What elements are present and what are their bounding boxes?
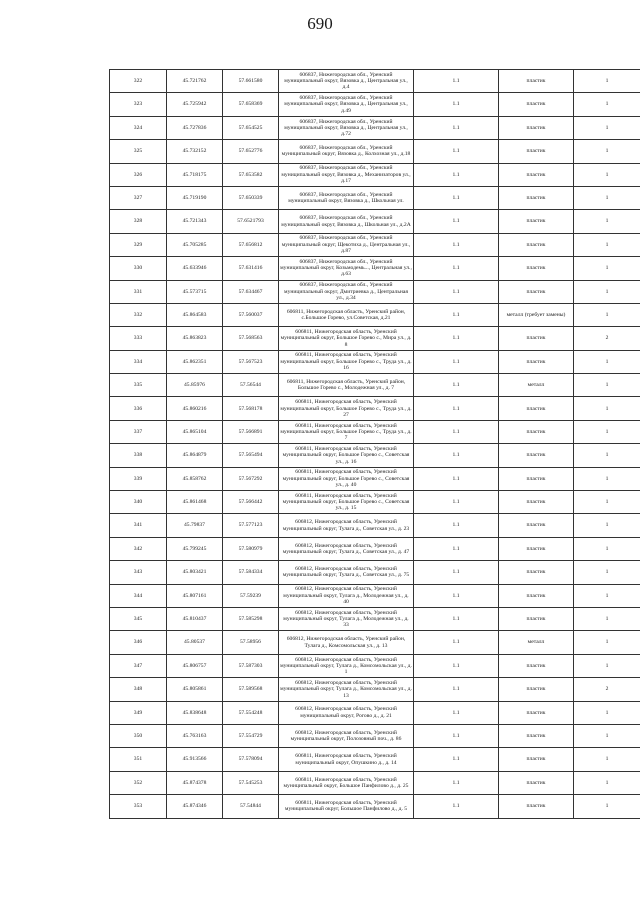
- longitude-cell: 57.580979: [223, 537, 279, 560]
- row-number-cell: 336: [110, 397, 167, 420]
- longitude-cell: 57.658369: [223, 93, 279, 116]
- table-row: [110, 514, 640, 537]
- table-row: [110, 327, 640, 350]
- address-cell: 606812, Нижегородская область, Уренский муниципальный округ, Рогово д., д. 21: [279, 701, 414, 724]
- area-cell: 1.1: [414, 350, 499, 373]
- latitude-cell: 45.721762: [167, 70, 223, 93]
- count-cell: 1: [574, 303, 640, 326]
- row-number-cell: 347: [110, 654, 167, 677]
- table-row: [110, 467, 640, 490]
- count-cell: 1: [574, 116, 640, 139]
- longitude-cell: 57.568563: [223, 327, 279, 350]
- material-cell: пластик: [499, 327, 574, 350]
- area-cell: 1.1: [414, 795, 499, 818]
- longitude-cell: 57.567523: [223, 350, 279, 373]
- longitude-cell: 57.560037: [223, 303, 279, 326]
- table-row: [110, 584, 640, 607]
- area-cell: 1.1: [414, 537, 499, 560]
- area-cell: 1.1: [414, 724, 499, 747]
- table-row: [110, 280, 640, 303]
- longitude-cell: 57.587303: [223, 654, 279, 677]
- count-cell: 1: [574, 93, 640, 116]
- material-cell: пластик: [499, 140, 574, 163]
- row-number-cell: 333: [110, 327, 167, 350]
- longitude-cell: 57.654525: [223, 116, 279, 139]
- table-row: [110, 724, 640, 747]
- table-row: [110, 654, 640, 677]
- table-row: [110, 163, 640, 186]
- table-row: [110, 491, 640, 514]
- longitude-cell: 57.656812: [223, 233, 279, 256]
- address-cell: 606811, Нижегородская область, Уренский район, Большое Горево с., Молодежная ул., д. 7: [279, 374, 414, 397]
- count-cell: 1: [574, 724, 640, 747]
- row-number-cell: 344: [110, 584, 167, 607]
- area-cell: 1.1: [414, 233, 499, 256]
- material-cell: пластик: [499, 701, 574, 724]
- address-cell: 606837, Нижегородская обл., Уренский муниципальный округ, Вязовка д., Механизаторов ул., д.17: [279, 163, 414, 186]
- latitude-cell: 45.727836: [167, 116, 223, 139]
- count-cell: 1: [574, 491, 640, 514]
- row-number-cell: 337: [110, 420, 167, 443]
- longitude-cell: 57.545253: [223, 771, 279, 794]
- material-cell: пластик: [499, 678, 574, 701]
- count-cell: 1: [574, 70, 640, 93]
- row-number-cell: 343: [110, 561, 167, 584]
- address-cell: 606837, Нижегородская обл., Уренский муниципальный округ, Дмитриевка д., Центральная ул., д.34: [279, 280, 414, 303]
- area-cell: 1.1: [414, 420, 499, 443]
- table-row: [110, 350, 640, 373]
- longitude-cell: 57.589568: [223, 678, 279, 701]
- material-cell: пластик: [499, 70, 574, 93]
- row-number-cell: 340: [110, 491, 167, 514]
- material-cell: пластик: [499, 748, 574, 771]
- address-cell: 606837, Нижегородская обл., Уренский муниципальный округ, Вязовка д., Центральная ул., д.72: [279, 116, 414, 139]
- table-row: [110, 233, 640, 256]
- material-cell: пластик: [499, 116, 574, 139]
- row-number-cell: 330: [110, 257, 167, 280]
- area-cell: 1.1: [414, 514, 499, 537]
- longitude-cell: 57.6521793: [223, 210, 279, 233]
- row-number-cell: 352: [110, 771, 167, 794]
- row-number-cell: 345: [110, 607, 167, 630]
- area-cell: 1.1: [414, 748, 499, 771]
- address-cell: 606811, Нижегородская область, Уренский район, с.Большое Горево, ул.Советская, д.21: [279, 303, 414, 326]
- count-cell: 1: [574, 140, 640, 163]
- longitude-cell: 57.631416: [223, 257, 279, 280]
- latitude-cell: 45.80537: [167, 631, 223, 654]
- material-cell: пластик: [499, 350, 574, 373]
- address-cell: 606811, Нижегородская область, Уренский муниципальный округ, Большое Панфилово д., д. 5: [279, 795, 414, 818]
- count-cell: 1: [574, 701, 640, 724]
- longitude-cell: 57.566891: [223, 420, 279, 443]
- table-row: [110, 561, 640, 584]
- row-number-cell: 329: [110, 233, 167, 256]
- latitude-cell: 45.806757: [167, 654, 223, 677]
- material-cell: металл (требует замены): [499, 303, 574, 326]
- address-cell: 606811, Нижегородская область, Уренский муниципальный округ, Большое Горево с., Советская ул., д. 40: [279, 467, 414, 490]
- latitude-cell: 45.858762: [167, 467, 223, 490]
- material-cell: пластик: [499, 795, 574, 818]
- table-row: [110, 701, 640, 724]
- table-body: [110, 70, 640, 819]
- row-number-cell: 332: [110, 303, 167, 326]
- row-number-cell: 339: [110, 467, 167, 490]
- latitude-cell: 45.633946: [167, 257, 223, 280]
- row-number-cell: 353: [110, 795, 167, 818]
- count-cell: 1: [574, 444, 640, 467]
- count-cell: 1: [574, 795, 640, 818]
- longitude-cell: 57.567292: [223, 467, 279, 490]
- longitude-cell: 57.56544: [223, 374, 279, 397]
- address-cell: 606812, Нижегородская область, Уренский муниципальный округ, Тулага д., Советская ул., д. 23: [279, 514, 414, 537]
- area-cell: 1.1: [414, 116, 499, 139]
- longitude-cell: 57.565494: [223, 444, 279, 467]
- longitude-cell: 57.59239: [223, 584, 279, 607]
- address-cell: 606812, Нижегородская область, Уренский муниципальный округ, Тулага д., Молодежная ул., д. 40: [279, 584, 414, 607]
- container-sites-table: [109, 69, 640, 819]
- address-cell: 606837, Нижегородская обл., Уренский муниципальный округ, Вязовка д., Центральная ул., д.4: [279, 70, 414, 93]
- address-cell: 606837, Нижегородская обл., Уренский муниципальный округ, Вязовка д., Колхозная ул., д.18: [279, 140, 414, 163]
- address-cell: 606812, Нижегородская область, Уренский район, Тулага д., Комсомольская ул., д. 13: [279, 631, 414, 654]
- area-cell: 1.1: [414, 70, 499, 93]
- area-cell: 1.1: [414, 607, 499, 630]
- longitude-cell: 57.54844: [223, 795, 279, 818]
- row-number-cell: 323: [110, 93, 167, 116]
- table-row: [110, 70, 640, 93]
- material-cell: металл: [499, 631, 574, 654]
- row-number-cell: 350: [110, 724, 167, 747]
- count-cell: 1: [574, 210, 640, 233]
- area-cell: 1.1: [414, 374, 499, 397]
- area-cell: 1.1: [414, 397, 499, 420]
- count-cell: 1: [574, 186, 640, 209]
- material-cell: пластик: [499, 280, 574, 303]
- address-cell: 606812, Нижегородская область, Уренский муниципальный округ, Полозовный поч., д. 86: [279, 724, 414, 747]
- longitude-cell: 57.661580: [223, 70, 279, 93]
- row-number-cell: 346: [110, 631, 167, 654]
- material-cell: пластик: [499, 444, 574, 467]
- longitude-cell: 57.634467: [223, 280, 279, 303]
- area-cell: 1.1: [414, 654, 499, 677]
- row-number-cell: 351: [110, 748, 167, 771]
- latitude-cell: 45.799245: [167, 537, 223, 560]
- latitude-cell: 45.838648: [167, 701, 223, 724]
- address-cell: 606812, Нижегородская область, Уренский муниципальный округ, Тулага д., Комсомольская ул., д. 13: [279, 678, 414, 701]
- address-cell: 606837, Нижегородская обл., Уренский муниципальный округ, Козьмодемь..., Центральная ул., д.63: [279, 257, 414, 280]
- address-cell: 606812, Нижегородская область, Уренский муниципальный округ, Тулага д., Советская ул., д. 75: [279, 561, 414, 584]
- table-row: [110, 93, 640, 116]
- area-cell: 1.1: [414, 444, 499, 467]
- table-row: [110, 444, 640, 467]
- material-cell: пластик: [499, 561, 574, 584]
- material-cell: пластик: [499, 210, 574, 233]
- row-number-cell: 334: [110, 350, 167, 373]
- latitude-cell: 45.719190: [167, 186, 223, 209]
- area-cell: 1.1: [414, 280, 499, 303]
- table-row: [110, 607, 640, 630]
- area-cell: 1.1: [414, 140, 499, 163]
- area-cell: 1.1: [414, 327, 499, 350]
- longitude-cell: 57.585298: [223, 607, 279, 630]
- row-number-cell: 331: [110, 280, 167, 303]
- row-number-cell: 338: [110, 444, 167, 467]
- address-cell: 606811, Нижегородская область, Уренский муниципальный округ, Большое Горево с., Мира ул., д. 8: [279, 327, 414, 350]
- count-cell: 1: [574, 748, 640, 771]
- table-row: [110, 631, 640, 654]
- table-row: [110, 795, 640, 818]
- table-row: [110, 748, 640, 771]
- area-cell: 1.1: [414, 678, 499, 701]
- table-row: [110, 210, 640, 233]
- count-cell: 1: [574, 350, 640, 373]
- material-cell: пластик: [499, 397, 574, 420]
- material-cell: пластик: [499, 186, 574, 209]
- table-row: [110, 257, 640, 280]
- area-cell: 1.1: [414, 257, 499, 280]
- latitude-cell: 45.865104: [167, 420, 223, 443]
- row-number-cell: 326: [110, 163, 167, 186]
- latitude-cell: 45.863823: [167, 327, 223, 350]
- count-cell: 1: [574, 607, 640, 630]
- material-cell: пластик: [499, 724, 574, 747]
- latitude-cell: 45.803421: [167, 561, 223, 584]
- count-cell: 1: [574, 631, 640, 654]
- count-cell: 1: [574, 257, 640, 280]
- material-cell: пластик: [499, 467, 574, 490]
- material-cell: пластик: [499, 93, 574, 116]
- row-number-cell: 324: [110, 116, 167, 139]
- address-cell: 606837, Нижегородская обл., Уренский муниципальный округ, Щекотиха д., Центральная ул., д.87: [279, 233, 414, 256]
- latitude-cell: 45.718175: [167, 163, 223, 186]
- area-cell: 1.1: [414, 631, 499, 654]
- latitude-cell: 45.79837: [167, 514, 223, 537]
- address-cell: 606811, Нижегородская область, Уренский муниципальный округ, Опушкино д., д. 14: [279, 748, 414, 771]
- latitude-cell: 45.913566: [167, 748, 223, 771]
- longitude-cell: 57.568178: [223, 397, 279, 420]
- area-cell: 1.1: [414, 210, 499, 233]
- table-row: [110, 420, 640, 443]
- table-row: [110, 374, 640, 397]
- table-row: [110, 678, 640, 701]
- row-number-cell: 349: [110, 701, 167, 724]
- address-cell: 606811, Нижегородская область, Уренский муниципальный округ, Большое Горево с., Труда ул., д. 27: [279, 397, 414, 420]
- count-cell: 1: [574, 233, 640, 256]
- latitude-cell: 45.810437: [167, 607, 223, 630]
- count-cell: 1: [574, 654, 640, 677]
- count-cell: 1: [574, 771, 640, 794]
- count-cell: 1: [574, 514, 640, 537]
- row-number-cell: 335: [110, 374, 167, 397]
- row-number-cell: 348: [110, 678, 167, 701]
- latitude-cell: 45.805861: [167, 678, 223, 701]
- latitude-cell: 45.862351: [167, 350, 223, 373]
- longitude-cell: 57.577123: [223, 514, 279, 537]
- address-cell: 606811, Нижегородская область, Уренский муниципальный округ, Большое Панфилово д., д. 25: [279, 771, 414, 794]
- count-cell: 2: [574, 327, 640, 350]
- count-cell: 1: [574, 163, 640, 186]
- latitude-cell: 45.874346: [167, 795, 223, 818]
- address-cell: 606837, Нижегородская обл., Уренский муниципальный округ, Вязовка д., Центральная ул., д.49: [279, 93, 414, 116]
- count-cell: 1: [574, 280, 640, 303]
- address-cell: 606812, Нижегородская область, Уренский муниципальный округ, Тулага д., Молодежная ул., д. 33: [279, 607, 414, 630]
- row-number-cell: 327: [110, 186, 167, 209]
- count-cell: 2: [574, 678, 640, 701]
- material-cell: пластик: [499, 514, 574, 537]
- table-row: [110, 303, 640, 326]
- longitude-cell: 57.578094: [223, 748, 279, 771]
- longitude-cell: 57.652776: [223, 140, 279, 163]
- table-row: [110, 537, 640, 560]
- material-cell: пластик: [499, 771, 574, 794]
- material-cell: пластик: [499, 537, 574, 560]
- longitude-cell: 57.554248: [223, 701, 279, 724]
- longitude-cell: 57.650339: [223, 186, 279, 209]
- row-number-cell: 325: [110, 140, 167, 163]
- latitude-cell: 45.807161: [167, 584, 223, 607]
- row-number-cell: 322: [110, 70, 167, 93]
- material-cell: пластик: [499, 654, 574, 677]
- latitude-cell: 45.763163: [167, 724, 223, 747]
- longitude-cell: 57.653582: [223, 163, 279, 186]
- area-cell: 1.1: [414, 467, 499, 490]
- material-cell: пластик: [499, 607, 574, 630]
- count-cell: 1: [574, 467, 640, 490]
- latitude-cell: 45.864879: [167, 444, 223, 467]
- count-cell: 1: [574, 397, 640, 420]
- row-number-cell: 328: [110, 210, 167, 233]
- latitude-cell: 45.864583: [167, 303, 223, 326]
- area-cell: 1.1: [414, 186, 499, 209]
- area-cell: 1.1: [414, 163, 499, 186]
- table-row: [110, 186, 640, 209]
- longitude-cell: 57.58956: [223, 631, 279, 654]
- area-cell: 1.1: [414, 303, 499, 326]
- area-cell: 1.1: [414, 701, 499, 724]
- count-cell: 1: [574, 584, 640, 607]
- latitude-cell: 45.85976: [167, 374, 223, 397]
- latitude-cell: 45.860216: [167, 397, 223, 420]
- latitude-cell: 45.725942: [167, 93, 223, 116]
- address-cell: 606811, Нижегородская область, Уренский муниципальный округ, Большое Горево с., Советская ул., д. 15: [279, 491, 414, 514]
- longitude-cell: 57.584334: [223, 561, 279, 584]
- area-cell: 1.1: [414, 93, 499, 116]
- material-cell: пластик: [499, 584, 574, 607]
- address-cell: 606837, Нижегородская обл., Уренский муниципальный округ, Вязовка д., Школьная ул., д.2А: [279, 210, 414, 233]
- material-cell: пластик: [499, 163, 574, 186]
- latitude-cell: 45.573715: [167, 280, 223, 303]
- table-row: [110, 140, 640, 163]
- address-cell: 606812, Нижегородская область, Уренский муниципальный округ, Тулага д., Комсомольская ул., д. 1: [279, 654, 414, 677]
- material-cell: пластик: [499, 233, 574, 256]
- table-row: [110, 771, 640, 794]
- table-row: [110, 397, 640, 420]
- address-cell: 606837, Нижегородская обл., Уренский муниципальный округ, Вязовка д., Школьная ул.: [279, 186, 414, 209]
- count-cell: 1: [574, 537, 640, 560]
- latitude-cell: 45.705285: [167, 233, 223, 256]
- address-cell: 606811, Нижегородская область, Уренский муниципальный округ, Большое Горево с., Советская ул., д. 16: [279, 444, 414, 467]
- material-cell: пластик: [499, 420, 574, 443]
- page-number: 690: [307, 14, 333, 33]
- latitude-cell: 45.721343: [167, 210, 223, 233]
- area-cell: 1.1: [414, 561, 499, 584]
- area-cell: 1.1: [414, 771, 499, 794]
- longitude-cell: 57.566442: [223, 491, 279, 514]
- address-cell: 606811, Нижегородская область, Уренский муниципальный округ, Большое Горево с., Труда ул., д. 7: [279, 420, 414, 443]
- count-cell: 1: [574, 561, 640, 584]
- area-cell: 1.1: [414, 584, 499, 607]
- address-cell: 606811, Нижегородская область, Уренский муниципальный округ, Большое Горево с., Труда ул., д. 16: [279, 350, 414, 373]
- latitude-cell: 45.732152: [167, 140, 223, 163]
- table-row: [110, 116, 640, 139]
- row-number-cell: 341: [110, 514, 167, 537]
- material-cell: пластик: [499, 491, 574, 514]
- row-number-cell: 342: [110, 537, 167, 560]
- area-cell: 1.1: [414, 491, 499, 514]
- count-cell: 1: [574, 374, 640, 397]
- latitude-cell: 45.861468: [167, 491, 223, 514]
- longitude-cell: 57.554729: [223, 724, 279, 747]
- count-cell: 1: [574, 420, 640, 443]
- material-cell: пластик: [499, 257, 574, 280]
- material-cell: металл: [499, 374, 574, 397]
- address-cell: 606812, Нижегородская область, Уренский муниципальный округ, Тулага д., Советская ул., д. 47: [279, 537, 414, 560]
- latitude-cell: 45.874378: [167, 771, 223, 794]
